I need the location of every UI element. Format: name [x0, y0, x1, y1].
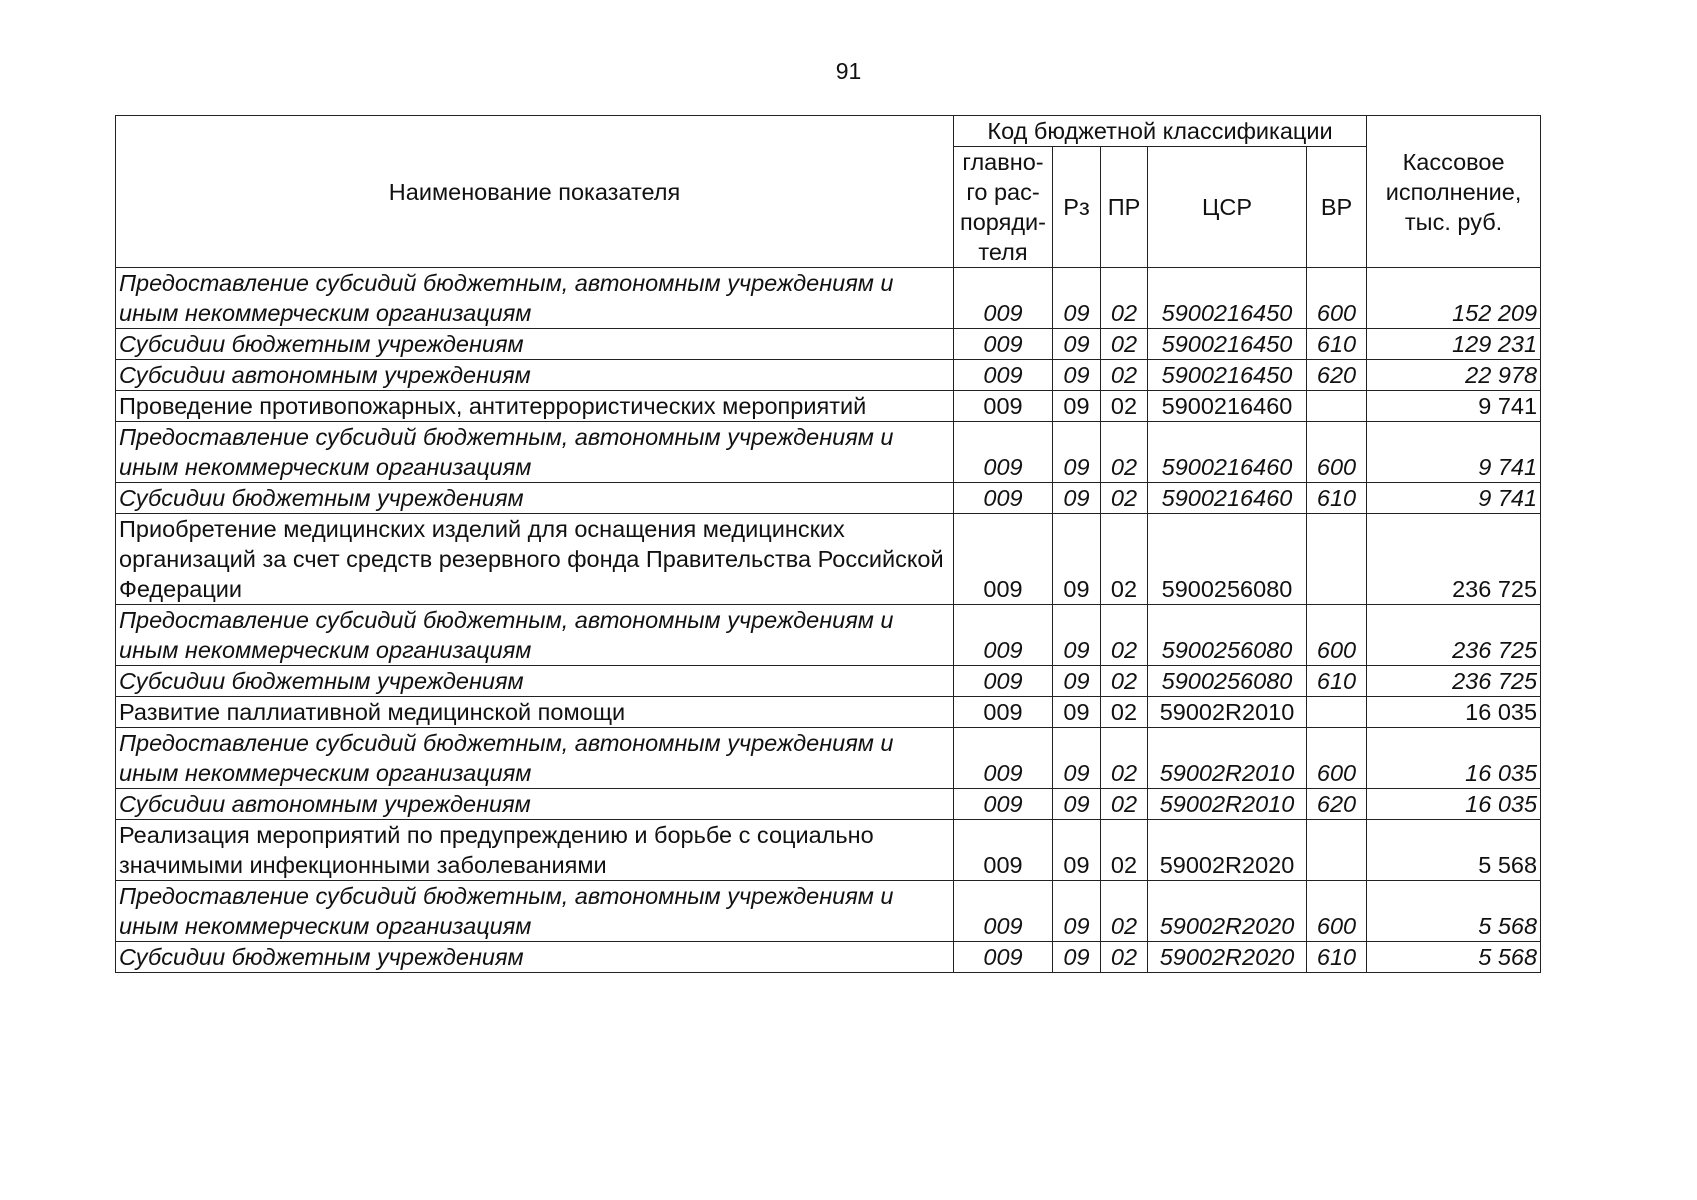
cell-pr: 02: [1101, 820, 1148, 881]
table-body: [116, 268, 1541, 973]
cell-cash-amount: 9 741: [1367, 422, 1541, 483]
cell-csr: 5900216450: [1148, 329, 1307, 360]
cell-rz: 09: [1053, 483, 1101, 514]
cell-main-manager: 009: [954, 666, 1053, 697]
cell-csr: 5900256080: [1148, 514, 1307, 605]
cell-main-manager: 009: [954, 422, 1053, 483]
cell-indicator-name: Предоставление субсидий бюджетным, автономным учреждениям и иным некоммерческим организациям: [116, 422, 954, 483]
cell-pr: 02: [1101, 360, 1148, 391]
cell-cash-amount: 16 035: [1367, 728, 1541, 789]
cell-vr: 620: [1307, 789, 1367, 820]
budget-execution-table: [115, 115, 1541, 973]
cell-rz: 09: [1053, 881, 1101, 942]
cell-main-manager: 009: [954, 789, 1053, 820]
cell-rz: 09: [1053, 268, 1101, 329]
cell-pr: 02: [1101, 268, 1148, 329]
table-row: [116, 697, 1541, 728]
table-row: [116, 391, 1541, 422]
cell-rz: 09: [1053, 422, 1101, 483]
header-main-manager: главно- го рас- поряди- теля: [954, 147, 1053, 268]
table-row: [116, 360, 1541, 391]
cell-csr: 59002R2020: [1148, 881, 1307, 942]
table-row: [116, 728, 1541, 789]
cell-indicator-name: Субсидии бюджетным учреждениям: [116, 666, 954, 697]
cell-vr: [1307, 514, 1367, 605]
cell-rz: 09: [1053, 391, 1101, 422]
table-row: [116, 268, 1541, 329]
cell-vr: 600: [1307, 422, 1367, 483]
cell-vr: 600: [1307, 605, 1367, 666]
cell-main-manager: 009: [954, 728, 1053, 789]
cell-csr: 59002R2010: [1148, 697, 1307, 728]
cell-cash-amount: 236 725: [1367, 514, 1541, 605]
cell-rz: 09: [1053, 697, 1101, 728]
cell-csr: 5900256080: [1148, 605, 1307, 666]
cell-main-manager: 009: [954, 391, 1053, 422]
header-cash-execution: Кассовое исполнение, тыс. руб.: [1367, 116, 1541, 268]
cell-indicator-name: Реализация мероприятий по предупреждению и борьбе с социально значимыми инфекционными заболеваниями: [116, 820, 954, 881]
table-row: [116, 789, 1541, 820]
cell-main-manager: 009: [954, 483, 1053, 514]
cell-pr: 02: [1101, 666, 1148, 697]
cell-main-manager: 009: [954, 329, 1053, 360]
cell-indicator-name: Предоставление субсидий бюджетным, автономным учреждениям и иным некоммерческим организациям: [116, 605, 954, 666]
cell-rz: 09: [1053, 666, 1101, 697]
cell-pr: 02: [1101, 697, 1148, 728]
cell-csr: 5900216460: [1148, 422, 1307, 483]
cell-vr: 620: [1307, 360, 1367, 391]
cell-pr: 02: [1101, 514, 1148, 605]
cell-indicator-name: Предоставление субсидий бюджетным, автономным учреждениям и иным некоммерческим организациям: [116, 268, 954, 329]
cell-cash-amount: 22 978: [1367, 360, 1541, 391]
table-row: [116, 422, 1541, 483]
cell-csr: 5900216460: [1148, 483, 1307, 514]
cell-rz: 09: [1053, 789, 1101, 820]
cell-pr: 02: [1101, 728, 1148, 789]
cell-vr: [1307, 820, 1367, 881]
cell-vr: [1307, 391, 1367, 422]
cell-pr: 02: [1101, 422, 1148, 483]
cell-rz: 09: [1053, 329, 1101, 360]
cell-csr: 59002R2020: [1148, 820, 1307, 881]
cell-pr: 02: [1101, 329, 1148, 360]
cell-cash-amount: 5 568: [1367, 881, 1541, 942]
cell-vr: 600: [1307, 268, 1367, 329]
header-budget-code-group: Код бюджетной классификации: [954, 116, 1367, 147]
cell-cash-amount: 9 741: [1367, 391, 1541, 422]
cell-cash-amount: 5 568: [1367, 820, 1541, 881]
table-row: [116, 881, 1541, 942]
cell-pr: 02: [1101, 483, 1148, 514]
cell-cash-amount: 9 741: [1367, 483, 1541, 514]
cell-indicator-name: Предоставление субсидий бюджетным, автономным учреждениям и иным некоммерческим организациям: [116, 728, 954, 789]
cell-rz: 09: [1053, 942, 1101, 973]
table-row: [116, 820, 1541, 881]
cell-cash-amount: 236 725: [1367, 666, 1541, 697]
table-row: [116, 666, 1541, 697]
cell-indicator-name: Субсидии автономным учреждениям: [116, 789, 954, 820]
cell-cash-amount: 16 035: [1367, 789, 1541, 820]
table-row: [116, 942, 1541, 973]
cell-main-manager: 009: [954, 881, 1053, 942]
header-vr: ВР: [1307, 147, 1367, 268]
cell-pr: 02: [1101, 881, 1148, 942]
cell-vr: 610: [1307, 942, 1367, 973]
cell-cash-amount: 236 725: [1367, 605, 1541, 666]
cell-cash-amount: 129 231: [1367, 329, 1541, 360]
cell-rz: 09: [1053, 514, 1101, 605]
cell-rz: 09: [1053, 820, 1101, 881]
cell-cash-amount: 16 035: [1367, 697, 1541, 728]
header-csr: ЦСР: [1148, 147, 1307, 268]
table-row: [116, 329, 1541, 360]
cell-csr: 5900216450: [1148, 360, 1307, 391]
cell-vr: 600: [1307, 881, 1367, 942]
cell-csr: 59002R2010: [1148, 728, 1307, 789]
table-row: [116, 483, 1541, 514]
cell-pr: 02: [1101, 942, 1148, 973]
cell-indicator-name: Субсидии автономным учреждениям: [116, 360, 954, 391]
cell-main-manager: 009: [954, 697, 1053, 728]
cell-vr: [1307, 697, 1367, 728]
cell-csr: 5900256080: [1148, 666, 1307, 697]
cell-main-manager: 009: [954, 605, 1053, 666]
cell-cash-amount: 152 209: [1367, 268, 1541, 329]
page-number: 91: [835, 58, 862, 84]
cell-csr: 5900216460: [1148, 391, 1307, 422]
cell-indicator-name: Субсидии бюджетным учреждениям: [116, 942, 954, 973]
header-pr: ПР: [1101, 147, 1148, 268]
cell-csr: 59002R2010: [1148, 789, 1307, 820]
cell-main-manager: 009: [954, 820, 1053, 881]
cell-indicator-name: Развитие паллиативной медицинской помощи: [116, 697, 954, 728]
cell-main-manager: 009: [954, 514, 1053, 605]
cell-pr: 02: [1101, 605, 1148, 666]
cell-csr: 59002R2020: [1148, 942, 1307, 973]
cell-main-manager: 009: [954, 268, 1053, 329]
cell-pr: 02: [1101, 391, 1148, 422]
cell-cash-amount: 5 568: [1367, 942, 1541, 973]
cell-main-manager: 009: [954, 360, 1053, 391]
table-row: [116, 514, 1541, 605]
cell-rz: 09: [1053, 360, 1101, 391]
cell-indicator-name: Предоставление субсидий бюджетным, автономным учреждениям и иным некоммерческим организациям: [116, 881, 954, 942]
table-row: [116, 605, 1541, 666]
cell-indicator-name: Приобретение медицинских изделий для оснащения медицинских организаций за счет средств резервного фонда Правительства Российской Федерации: [116, 514, 954, 605]
cell-rz: 09: [1053, 728, 1101, 789]
cell-csr: 5900216450: [1148, 268, 1307, 329]
cell-indicator-name: Субсидии бюджетным учреждениям: [116, 329, 954, 360]
cell-indicator-name: Субсидии бюджетным учреждениям: [116, 483, 954, 514]
cell-vr: 610: [1307, 483, 1367, 514]
cell-pr: 02: [1101, 789, 1148, 820]
cell-vr: 610: [1307, 666, 1367, 697]
cell-vr: 600: [1307, 728, 1367, 789]
cell-indicator-name: Проведение противопожарных, антитеррористических мероприятий: [116, 391, 954, 422]
header-rz: Рз: [1053, 147, 1101, 268]
header-indicator-name: Наименование показателя: [116, 116, 954, 268]
cell-rz: 09: [1053, 605, 1101, 666]
cell-vr: 610: [1307, 329, 1367, 360]
cell-main-manager: 009: [954, 942, 1053, 973]
